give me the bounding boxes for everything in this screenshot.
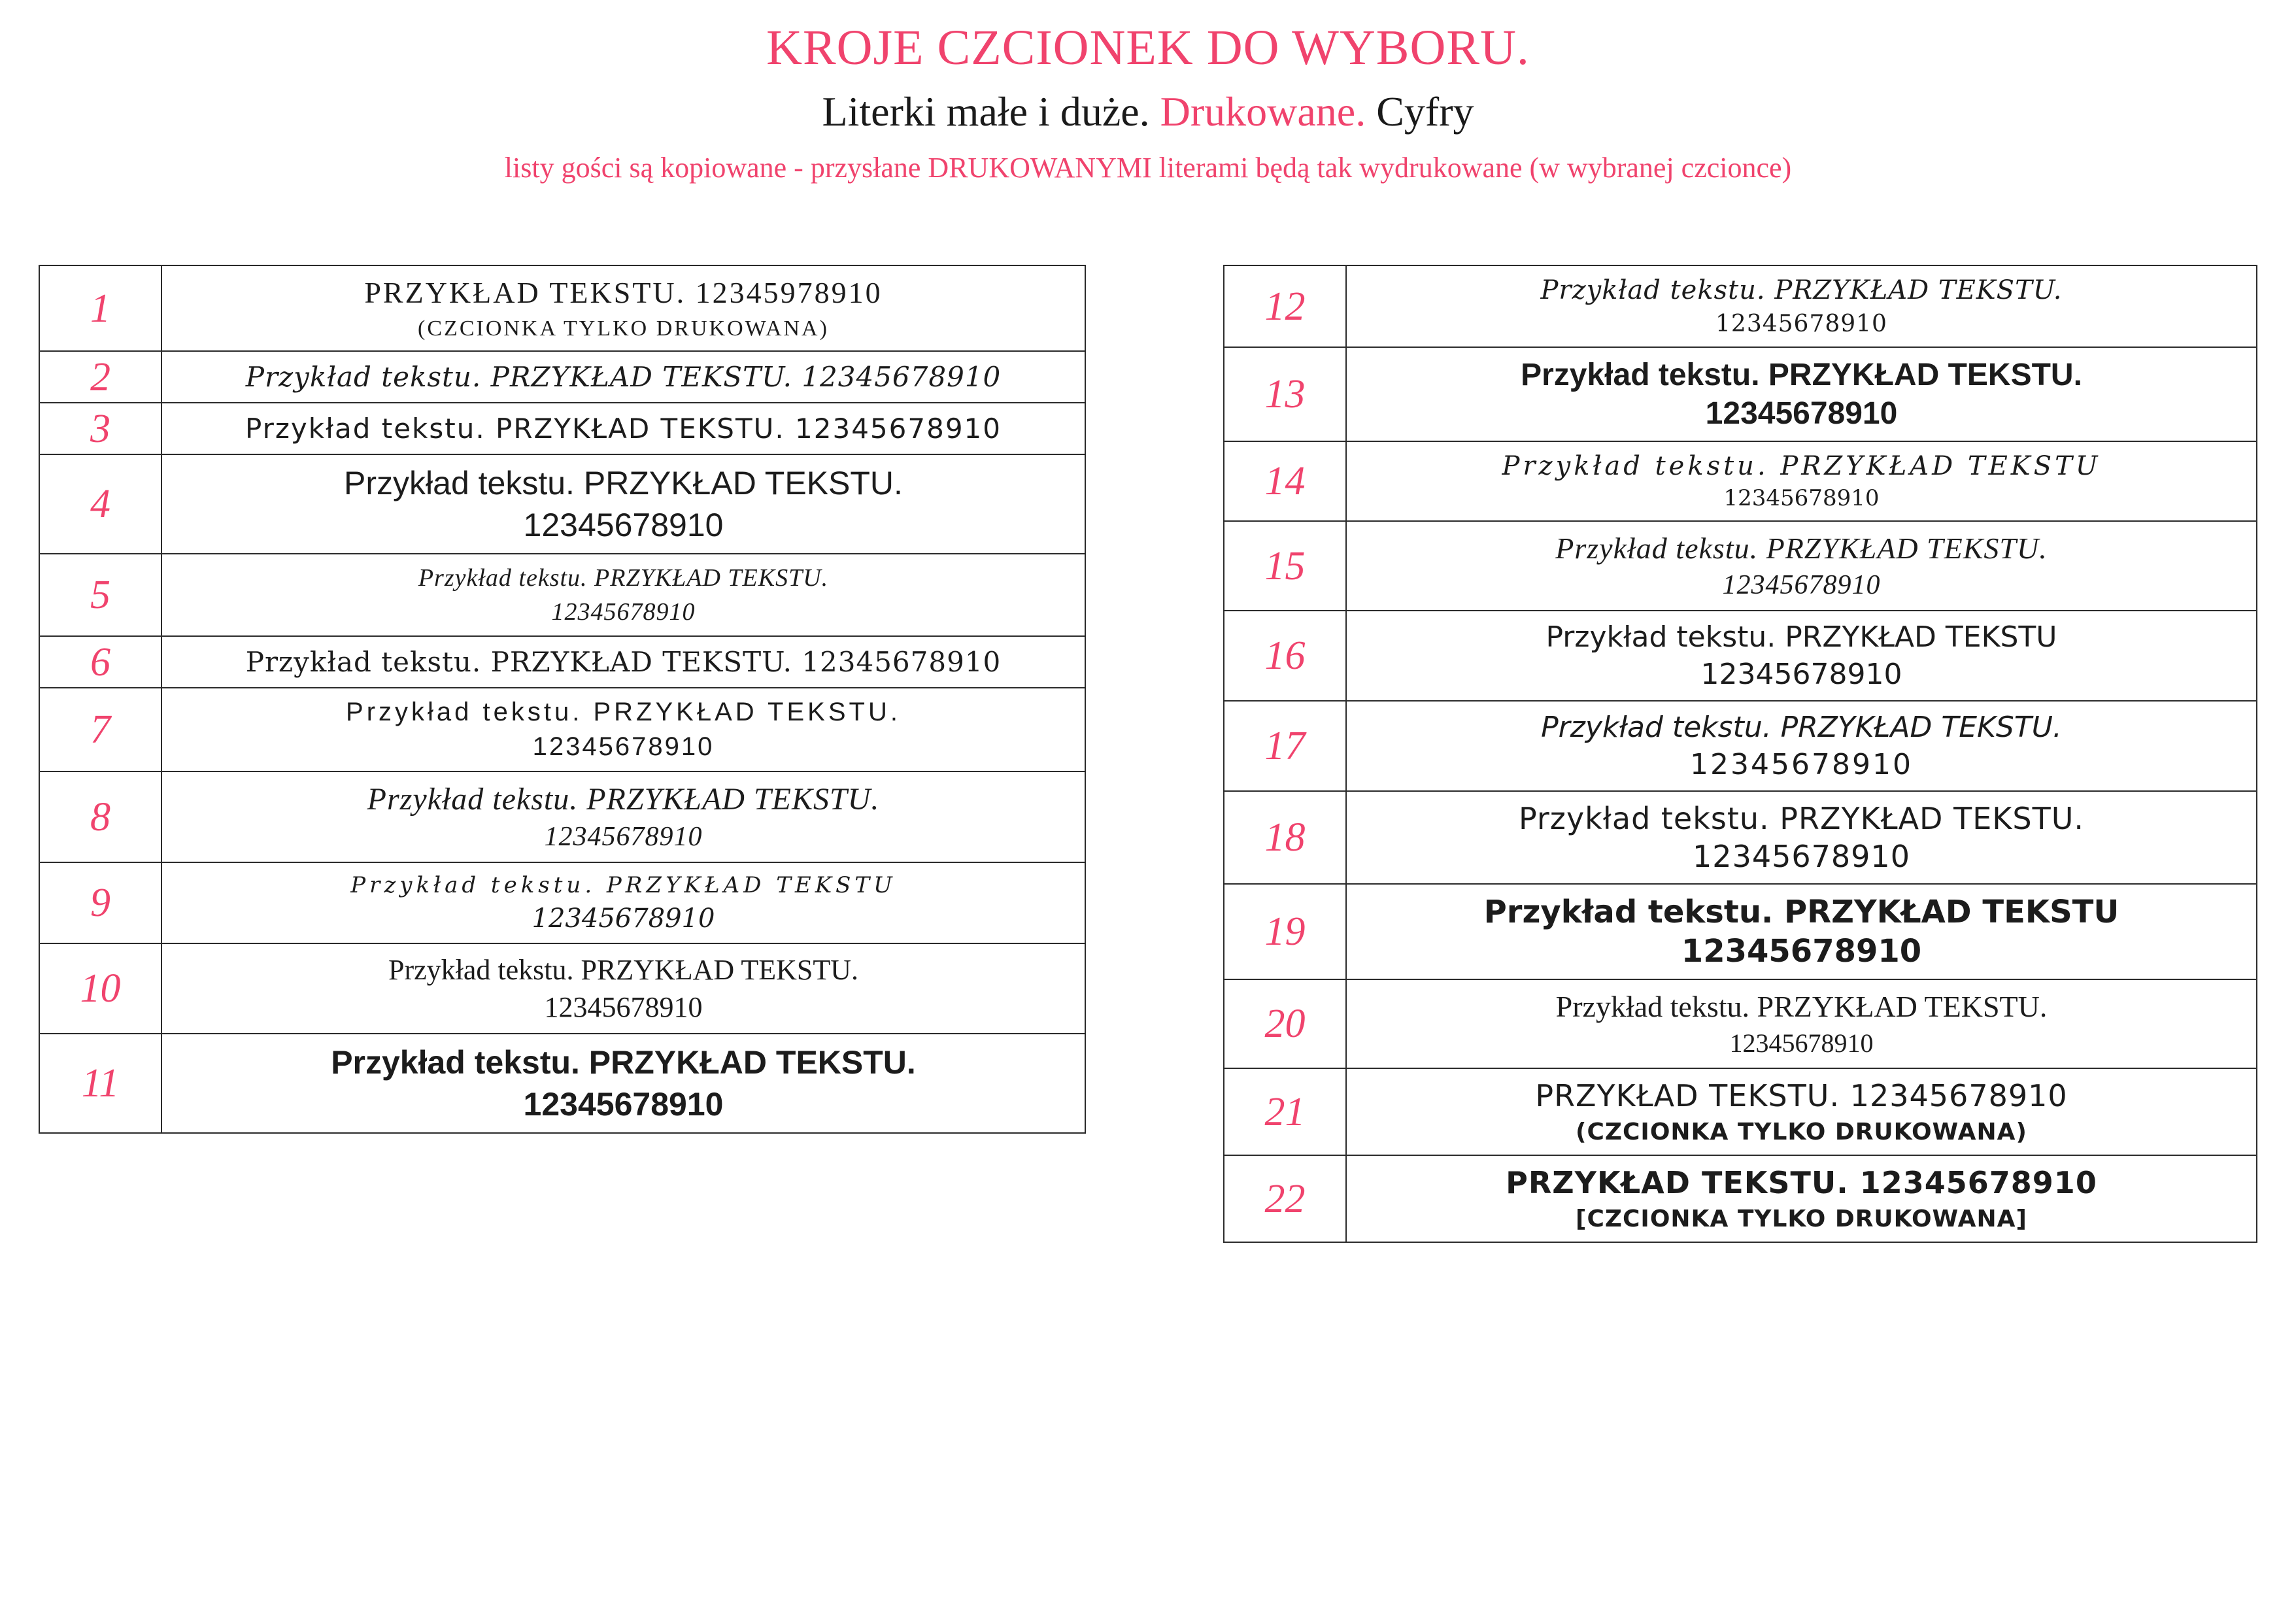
table-row[interactable] [1224,347,2257,441]
font-sample [1346,611,2257,701]
font-sample [1346,701,2257,791]
row-number: 4 [39,454,161,554]
subtitle-part-two: Cyfry [1366,88,1474,135]
row-number: 15 [1224,521,1346,611]
row-number: 5 [39,554,161,636]
row-number: 14 [1224,441,1346,521]
row-number: 2 [39,351,161,403]
sample-line-1: Przykład tekstu. PRZYKŁAD TEKSTU. [1555,990,2048,1023]
row-number: 8 [39,771,161,862]
page-title: KROJE CZCIONEK DO WYBORU. [766,20,1530,75]
sample-line-1: Przykład tekstu. PRZYKŁAD TEKSTU. [418,564,829,592]
row-number: 12 [1224,265,1346,347]
sample-line-1: Przykład tekstu. PRZYKŁAD TEKSTU. [388,954,859,986]
table-row[interactable] [39,636,1085,688]
sample-line-2: 12345678910 [523,1086,724,1123]
sample-line-1: Przykład tekstu. PRZYKŁAD TEKSTU. 12345678910 [245,413,1002,445]
page-subtitle [0,89,2296,135]
sample-line-1: Przykład tekstu. PRZYKŁAD TEKSTU. [1555,532,2048,565]
sample-line-2: 12345678910 [1729,1028,1874,1058]
sample-line-2: 12345678910 [1690,748,1913,781]
table-row[interactable] [1224,1068,2257,1155]
font-sample [1346,791,2257,884]
row-number: 10 [39,943,161,1034]
font-sample [161,862,1085,943]
subtitle-highlight: Drukowane. [1160,88,1366,135]
table-row[interactable] [1224,441,2257,521]
row-number: 22 [1224,1155,1346,1242]
row-number: 11 [39,1034,161,1133]
row-number: 19 [1224,884,1346,979]
font-sample [1346,884,2257,979]
row-number: 16 [1224,611,1346,701]
font-sample [161,943,1085,1034]
sample-line-2: 12345678910 [1693,839,1910,874]
right-table-wrapper [1223,265,2257,1243]
sample-line-1: Przykład tekstu. PRZYKŁAD TEKSTU. [1540,275,2063,305]
font-sample [161,351,1085,403]
sample-line-2: 12345678910 [523,507,724,543]
sample-line-1: Przykład tekstu. PRZYKŁAD TEKSTU. [1518,801,2085,836]
table-row[interactable] [1224,521,2257,611]
row-number: 9 [39,862,161,943]
font-sample [161,1034,1085,1133]
table-row[interactable] [1224,791,2257,884]
table-row[interactable] [39,688,1085,771]
font-sample [1346,979,2257,1068]
table-row[interactable] [39,351,1085,403]
table-row[interactable] [39,554,1085,636]
font-table-left [39,265,1086,1134]
font-sample [161,265,1085,351]
font-sample [161,403,1085,454]
font-table-right [1223,265,2257,1243]
sample-line-2: (CZCIONKA TYLKO DRUKOWANA) [1576,1119,2027,1145]
font-sample [161,771,1085,862]
sample-line-2: 12345678910 [551,598,696,626]
left-table-wrapper [39,265,1086,1243]
sample-line-1: PRZYKŁAD TEKSTU. 12345978910 [364,276,883,309]
sample-line-1: Przykład tekstu. PRZYKŁAD TEKSTU. 12345678910 [245,361,1002,393]
row-number: 20 [1224,979,1346,1068]
sample-line-2: (CZCIONKA TYLKO DRUKOWANA) [418,316,829,341]
font-sample [1346,1155,2257,1242]
font-sample [1346,521,2257,611]
font-sample [1346,441,2257,521]
font-sample [1346,1068,2257,1155]
subtitle-part-one: Literki małe i duże. [822,88,1160,135]
sample-line-1: Przykład tekstu. PRZYKŁAD TEKSTU [1502,451,2101,481]
font-sample [161,636,1085,688]
sample-line-2: 12345678910 [1715,311,1887,337]
font-sample [1346,265,2257,347]
sample-line-2: 12345678910 [1700,658,1902,691]
font-sample-columns [0,265,2296,1243]
table-row[interactable] [1224,1155,2257,1242]
sample-line-1: Przykład tekstu. PRZYKŁAD TEKSTU. [344,465,903,501]
row-number: 18 [1224,791,1346,884]
page-header [0,0,2296,185]
sample-line-1: Przykład tekstu. PRZYKŁAD TEKSTU. [331,1044,916,1081]
font-sample [161,554,1085,636]
table-row[interactable] [1224,979,2257,1068]
sample-line-2: 12345678910 [1705,396,1898,431]
sample-line-1: Przykład tekstu. PRZYKŁAD TEKSTU. [1541,711,2062,744]
table-row[interactable] [1224,265,2257,347]
sample-line-2: 12345678910 [1681,933,1922,970]
sample-line-2: 12345678910 [532,904,715,934]
sample-line-1: Przykład tekstu. PRZYKŁAD TEKSTU. [367,782,880,817]
sample-line-1: Przykład tekstu. PRZYKŁAD TEKSTU [350,872,896,898]
row-number: 7 [39,688,161,771]
table-row[interactable] [39,862,1085,943]
table-row[interactable] [39,454,1085,554]
sample-line-1: Przykład tekstu. PRZYKŁAD TEKSTU [1483,894,2119,930]
table-row[interactable] [39,403,1085,454]
row-number: 21 [1224,1068,1346,1155]
table-row[interactable] [1224,884,2257,979]
table-row[interactable] [39,265,1085,351]
font-sample [1346,347,2257,441]
table-row[interactable] [1224,611,2257,701]
sample-line-1: Przykład tekstu. PRZYKŁAD TEKSTU. 12345678910 [245,646,1002,678]
sample-line-2: 12345678910 [1722,570,1881,600]
sample-line-2: 12345678910 [544,822,703,852]
sample-line-2: 12345678910 [544,991,703,1023]
sample-line-2: 12345678910 [1723,485,1880,511]
sample-line-2: 12345678910 [532,732,715,761]
sample-line-1: PRZYKŁAD TEKSTU. 12345678910 [1506,1165,2097,1200]
row-number: 13 [1224,347,1346,441]
row-number: 17 [1224,701,1346,791]
table-row[interactable] [39,771,1085,862]
sample-line-1: Przykład tekstu. PRZYKŁAD TEKSTU. [1521,358,2082,392]
page-note: listy gości są kopiowane - przysłane DRUKOWANYMI literami będą tak wydrukowane (w wybranej czcionce) [504,152,1792,184]
font-sample [161,454,1085,554]
table-row[interactable] [39,1034,1085,1133]
font-sample [161,688,1085,771]
row-number: 6 [39,636,161,688]
sample-line-1: Przykład tekstu. PRZYKŁAD TEKSTU. [346,698,901,726]
row-number: 3 [39,403,161,454]
sample-line-2: [CZCIONKA TYLKO DRUKOWANA] [1576,1206,2027,1232]
table-row[interactable] [39,943,1085,1034]
sample-line-1: PRZYKŁAD TEKSTU. 12345678910 [1535,1078,2068,1113]
sample-line-1: Przykład tekstu. PRZYKŁAD TEKSTU [1545,620,2057,654]
row-number: 1 [39,265,161,351]
table-row[interactable] [1224,701,2257,791]
